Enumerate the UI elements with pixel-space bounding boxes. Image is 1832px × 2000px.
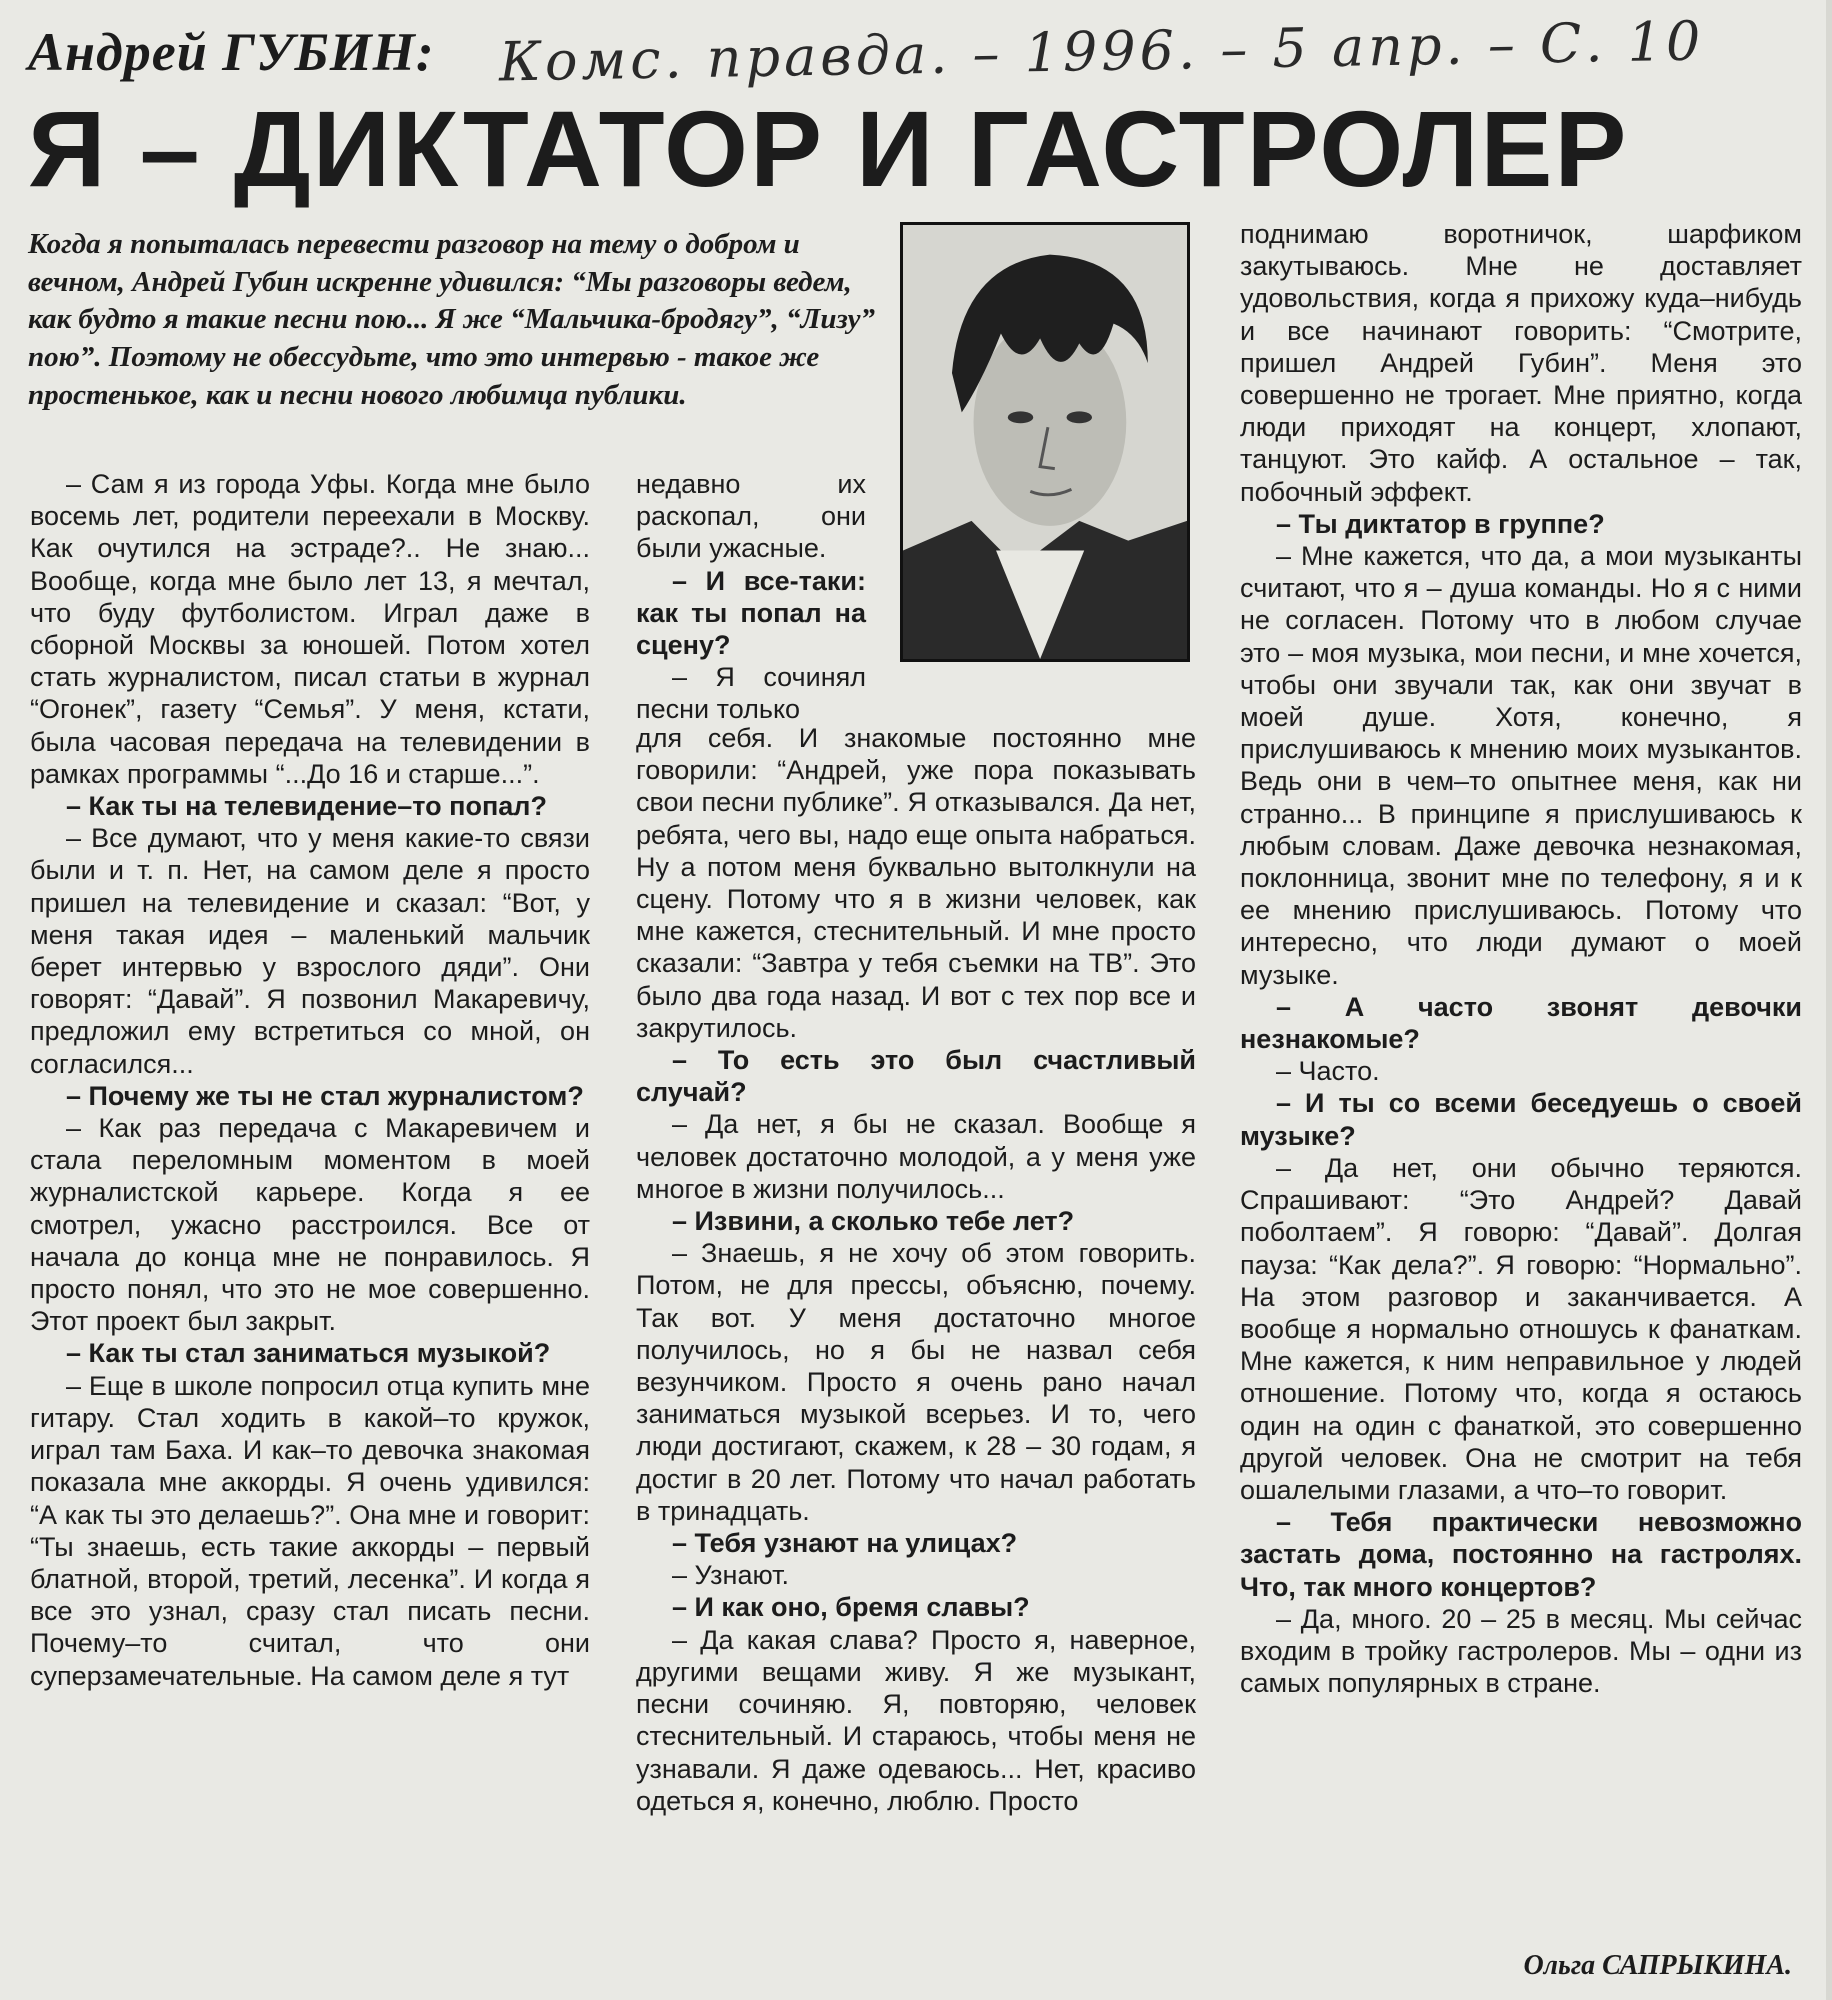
interview-answer: – Знаешь, я не хочу об этом говорить. Потом, не для прессы, объясню, почему. Так вот. У меня достаточно многое получилось, но я бы не назвал себя везунчиком. Просто я очень рано начал заниматься музыкой всерьез. И то, чего люди достигают, скажем, к 28 – 30 годам, я достиг в 20 лет. Потому что начал работать в тринадцать. <box>636 1238 1196 1526</box>
interview-question: – Извини, а сколько тебе лет? <box>672 1206 1075 1237</box>
interview-question: – И ты со всеми беседуешь о своей музыке? <box>1240 1088 1802 1151</box>
lead-paragraph: Когда я попыталась перевести разговор на тему о добром и вечном, Андрей Губин искренне удивился: “Мы разговоры ведем, как будто я такие песни пою... Я же “Мальчика-бродягу”, “Лизу” пою”. Поэтому не обессудьте, что это интервью - такое же простенькое, как и песни нового любимца публики. <box>28 228 876 411</box>
interview-answer: – Сам я из города Уфы. Когда мне было восемь лет, родители переехали в Москву. Как очутился на эстраде?.. Не знаю... Вообще, когда мне было лет 13, я мечтал, что буду футболистом. Играл даже в сборной Москвы за юношей. Потом хотел стать журналистом, писал статьи в журнал “Огонек”, газету “Семья”. У меня, кстати, была часовая передача на телевидении в рамках программы “...До 16 и старше...”. <box>30 469 590 789</box>
interview-answer: – Еще в школе попросил отца купить мне гитару. Стал ходить в какой–то кружок, играл там Баха. И как–то девочка знакомая показала мне аккорды. Я очень удивился: “А как ты это делаешь?”. Она мне и говорит: “Ты знаешь, есть такие аккорды – первый блатной, второй, третий, лесенка”. И когда я все это узнал, сразу стал писать песни. Почему–то считал, что они суперзамечательные. На самом деле я тут <box>30 1370 590 1691</box>
author-signature: Ольга САПРЫКИНА. <box>1523 1950 1792 1981</box>
interview-question: – А часто звонят девочки незнакомые? <box>1240 991 1802 1055</box>
interview-question: – Тебя практически невозможно застать дома, постоянно на гастролях. Что, так много концертов? <box>1240 1507 1802 1602</box>
interview-question: – И все-таки: как ты попал на сцену? <box>636 565 866 661</box>
article-column-2 <box>636 722 1196 1817</box>
interview-answer: – Да какая слава? Просто я, наверное, другими вещами живу. Я же музыкант, песни сочиняю. Я, повторяю, человек стеснительный. И стараюсь, чтобы меня не узнавали. Я даже одеваюсь... Нет, красиво одеться я, конечно, люблю. Просто <box>636 1624 1196 1816</box>
portrait-photo <box>900 222 1190 662</box>
interview-answer: для себя. И знакомые постоянно мне говорили: “Андрей, уже пора показывать свои песни публике”. Я отказывался. Да нет, ребята, чего вы, надо еще опыта набраться. Ну а потом меня буквально вытолкнули на сцену. Потому что я в жизни человек, как мне кажется, стеснительный. И мне просто сказали: “Завтра у тебя съемки на ТВ”. Это было два года назад. И вот с тех пор все и закрутилось. <box>636 723 1196 1043</box>
byline: Андрей ГУБИН: <box>28 21 435 82</box>
article-column-3 <box>1240 218 1802 1699</box>
interview-question: – И как оно, бремя славы? <box>672 1592 1030 1623</box>
interview-answer: – Я сочинял песни только <box>636 662 866 725</box>
interview-answer: – Да, много. 20 – 25 в месяц. Мы сейчас входим в тройку гастролеров. Мы – одни из самых популярных в стране. <box>1240 1603 1802 1699</box>
interview-answer: – Мне кажется, что да, а мои музыканты считают, что я – душа команды. Но я с ними не согласен. Потому что в любом случае это – моя музыка, мои песни, и мне хочется, чтобы они звучали так, как они звучат в моей душе. Хотя, конечно, я прислушиваюсь к мнению моих музыкантов. Ведь они в чем–то опытнее меня, как ни странно... В принципе я прислушиваюсь к любым словам. Даже девочка незнакомая, поклонница, звонит мне по телефону, я и к ее мнению прислушиваюсь. Потому что интересно, что люди думают о моей музыке. <box>1240 541 1802 990</box>
interview-question: – Ты диктатор в группе? <box>1276 508 1605 539</box>
interview-question: – Как ты на телевидение–то попал? <box>66 791 547 822</box>
interview-answer: – Да нет, я бы не сказал. Вообще я человек достаточно молодой, а у меня уже многое в жизни получилось... <box>636 1109 1196 1204</box>
interview-answer: поднимаю воротничок, шарфиком закутываюсь. Мне не доставляет удовольствия, когда я прихожу куда–нибудь и все начинают говорить: “Смотрите, пришел Андрей Губин”. Меня это совершенно не трогает. Мне приятно, когда люди приходят на концерт, хлопают, танцуют. Это кайф. А остальное – так, побочный эффект. <box>1240 219 1802 507</box>
interview-answer: – Узнают. <box>672 1560 789 1591</box>
interview-answer: недавно их раскопал, они были ужасные. <box>636 469 866 564</box>
interview-answer: – Да нет, они обычно теряются. Спрашивают: “Это Андрей? Давай поболтаем”. Я говорю: “Давай”. Долгая пауза: “Как дела?”. Я говорю: “Нормально”. На этом разговор и заканчивается. А вообще я нормально отношусь к фанаткам. Мне кажется, к ним неправильное у людей отношение. Потому что, когда я остаюсь один на один с фанаткой, это совершенно другой человек. Она не смотрит на тебя ошалелыми глазами, а что–то говорит. <box>1240 1152 1802 1505</box>
handwritten-source-note: Комс. правда. – 1996. – 5 апр. – С. 10 <box>498 9 1705 94</box>
interview-question: – То есть это был счастливый случай? <box>636 1045 1196 1108</box>
interview-question: – Тебя узнают на улицах? <box>672 1528 1018 1559</box>
headline: Я – ДИКТАТОР И ГАСТРОЛЕР <box>28 88 1629 209</box>
interview-answer: – Все думают, что у меня какие-то связи были и т. п. Нет, на самом деле я просто пришел на телевидение и сказал: “Вот, у меня такая идея – маленький мальчик берет интервью у взрослого дяди”. Они говорят: “Давай”. Я позвонил Макаревичу, предложил ему встретиться со мной, он согласился... <box>30 823 590 1079</box>
interview-question: – Почему же ты не стал журналистом? <box>66 1080 584 1111</box>
interview-answer: – Как раз передача с Макаревичем и стала переломным моментом в моей журналистской карьере. Когда я ее смотрел, ужасно расстроился. Все от начала до конца мне не понравилось. Я просто понял, что это не мое совершенно. Этот проект был закрыт. <box>30 1113 590 1337</box>
article-column-2-top <box>636 468 866 726</box>
interview-answer: – Часто. <box>1276 1056 1380 1087</box>
article-column-1 <box>30 468 590 1692</box>
interview-question: – Как ты стал заниматься музыкой? <box>66 1338 551 1369</box>
